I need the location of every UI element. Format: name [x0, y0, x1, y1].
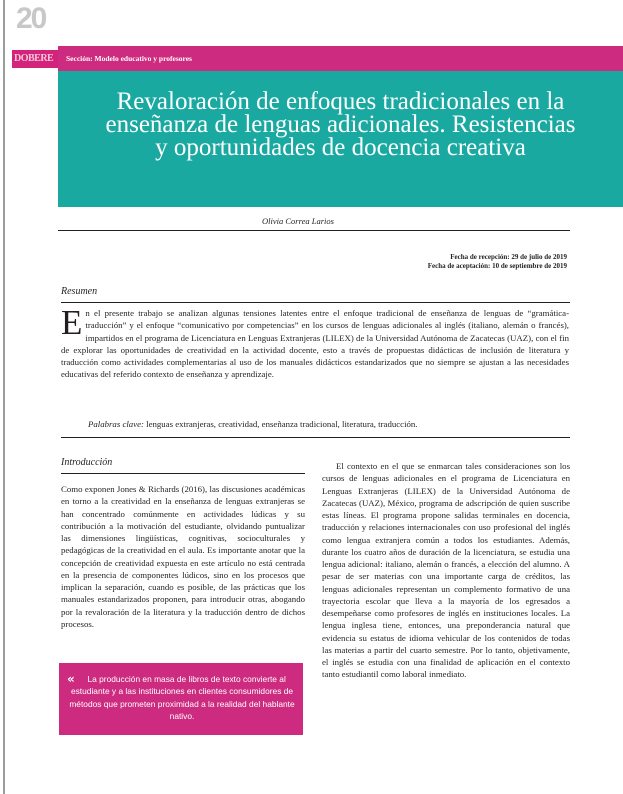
page-number: 20 [16, 2, 46, 35]
keywords-label: Palabras clave: [88, 419, 144, 429]
abstract-body [61, 303, 569, 381]
pull-quote [59, 663, 303, 735]
abstract-heading: Resumen [61, 286, 98, 297]
article-title: Revaloración de enfoques tradicionales en la enseñanza de lenguas adicionales. Resistencias y oportunidades de docencia creativa [105, 88, 576, 161]
journal-abbrev: DOBERE [14, 53, 54, 64]
section-bar [58, 46, 623, 71]
introduction-heading: Introducción [61, 457, 113, 468]
journal-logo [12, 50, 58, 68]
introduction-right-column [322, 460, 570, 681]
author-rule [58, 230, 570, 231]
abstract-top-rule [61, 302, 570, 303]
introduction-paragraph-1: Como exponen Jones & Richards (2016), las discusiones académicas en torno a la creatividad en la enseñanza de lenguas extranjeras se han concentrado comúnmente en actividades lúdicas y su contribución a la motivación del estudiante, olvidando puntualizar las dimensiones lingüísticas, cognitivas, socioculturales y pedagógicas de la creatividad en el aula. Es importante anotar que la concepción de creatividad expuesta en este artículo no está centrada en la presencia de componentes lúdicos, sino en los procesos que implican la separación, cuando es posible, de las prácticas que los manuales estandarizados proponen, para introducir otras, abogando por la revaloración de la literatura y la traducción dentro de dichos procesos. [61, 484, 305, 629]
double-left-angle-quote-icon: « [67, 672, 75, 686]
title-banner [58, 71, 623, 207]
abstract-bottom-rule [61, 437, 570, 438]
submission-dates [428, 253, 567, 271]
abstract-text: n el presente trabajo se analizan algunas tensiones latentes entre el enfoque tradicional de enseñanza de lenguas de “gramática-traducción” y el enfoque “comunicativo por competencias” en los cursos de lenguas adicionales al inglés (italiano, alemán o francés), impartidos en el programa de Licenciatura en Lenguas Extranjeras (LILEX) de la Universidad Autónoma de Zacatecas (UAZ), con el fin de explorar las oportunidades de creatividad en la actividad docente, esto a través de propuestas didácticas de inclusión de literatura y traducción como actividades complementarias al uso de los manuales didácticos estandarizados que no siempre se ajustan a las necesidades educativas del referido contexto de enseñanza y aprendizaje. [61, 308, 569, 380]
introduction-paragraph-2: El contexto en el que se enmarcan tales consideraciones son los cursos de lenguas adicionales en el programa de Licenciatura en Lenguas Extranjeras (LILEX) de la Universidad Autónoma de Zacatecas (UAZ), México, programa de adscripción de quien suscribe estas líneas. El programa propone salidas terminales en docencia, traducción y relaciones internacionales con uso profesional del inglés como lengua extranjera común a todos los estudiantes. Además, durante los cuatro años de duración de la licenciatura, se estudia una lengua adicional: italiano, alemán o francés, a elección del alumno. A pesar de ser materias con una importante carga de créditos, las lenguas adicionales representan un complemento formativo de una trayectoria escolar que lleva a la mayoría de los egresados a desempeñarse como profesores de inglés en instituciones locales. La lengua inglesa tiene, entonces, una preponderancia natural que evidencia su estatus de idioma vehicular de los contenidos de todas las materias a partir del cuarto semestre. Por lo tanto, objetivamente, el inglés se estudia con una finalidad de aplicación en el contexto tanto estudiantil como laboral inmediato. [322, 461, 570, 680]
introduction-left-column [61, 483, 305, 630]
abstract-dropcap: E [61, 303, 83, 342]
left-margin-rule [3, 0, 5, 794]
author-name: Olivia Correa Larios [262, 216, 334, 226]
section-label: Sección: Modelo educativo y profesores [66, 54, 192, 63]
pull-quote-text: La producción en masa de libros de texto convierte al estudiante y a las instituciones en clientes consumidores de métodos que prometen proximidad a la realidad del hablante nativo. [69, 674, 295, 722]
keywords [88, 419, 418, 429]
introduction-rule [61, 473, 305, 474]
accepted-date: Fecha de aceptación: 10 de septiembre de 2019 [427, 262, 567, 270]
received-date: Fecha de recepción: 29 de julio de 2019 [450, 253, 567, 261]
keywords-list: lenguas extranjeras, creatividad, enseñanza tradicional, literatura, traducción. [146, 419, 418, 429]
